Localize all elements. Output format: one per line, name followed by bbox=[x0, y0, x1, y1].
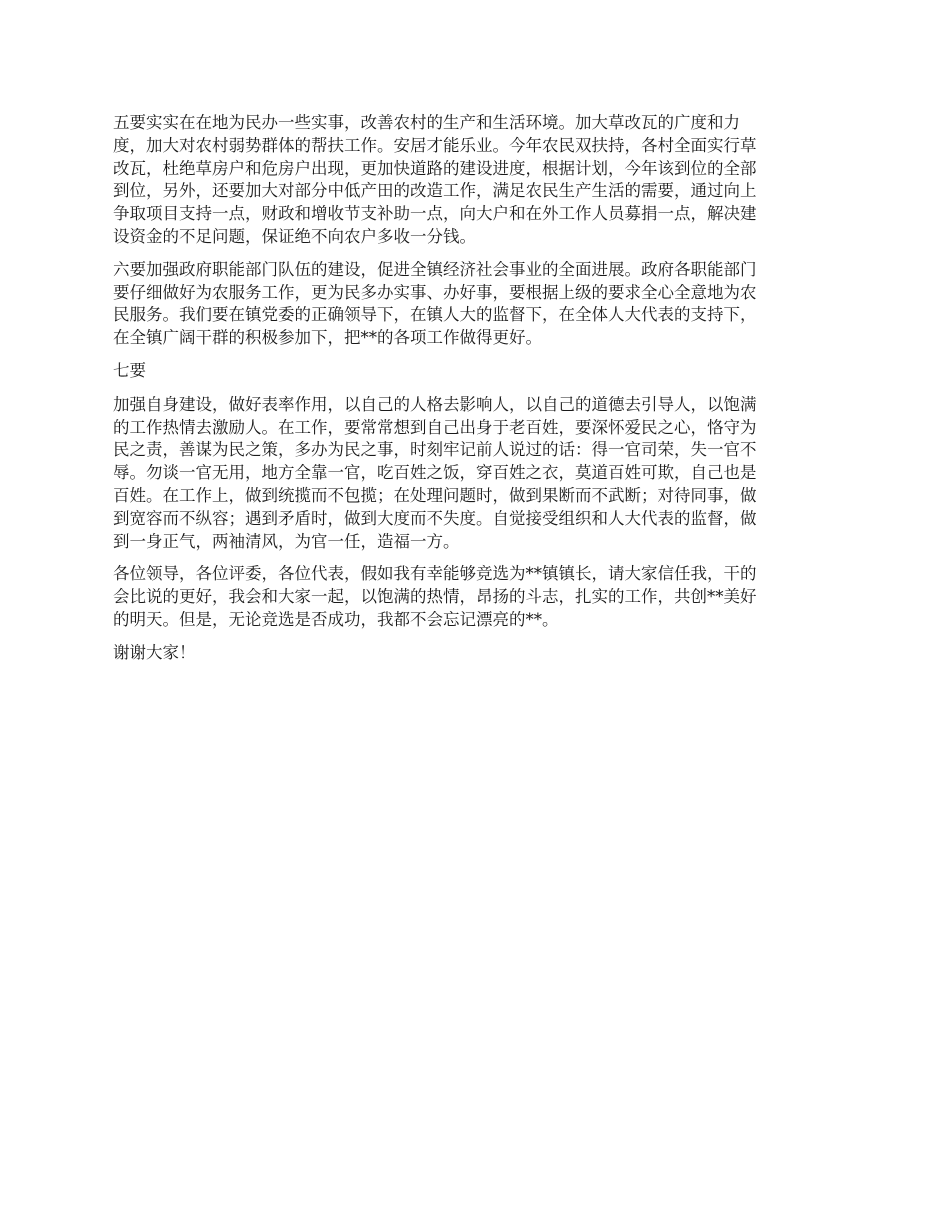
paragraph-six: 六要加强政府职能部门队伍的建设，促进全镇经济社会事业的全面进展。政府各职能部门 要仔细做好为农服务工作，更为民多办实事、办好事，要根据上级的要求全心全意地为农 民服务。我们要在镇党委的正确领导下，在镇人大的监督下，在全体人大代表的支持下， 在全镇广阔干群的积极参加下，把**的各项工作做得更好。 bbox=[113, 259, 757, 348]
paragraph-five: 五要实实在在地为民办一些实事，改善农村的生产和生活环境。加大草改瓦的广度和力 度，加大对农村弱势群体的帮扶工作。安居才能乐业。今年农民双扶持，各村全面实行草 改瓦，杜绝草房户和危房户出现，更加快道路的建设进度，根据计划，今年该到位的全部 到位，另外，还要加大对部分中低产田的改造工作，满足农民生产生活的需要，通过向上 争取项目支持一点，财政和增收节支补助一点，向大户和在外工作人员募捐一点，解决建 设资金的不足问题，保证绝不向农户多收一分钱。 bbox=[113, 113, 757, 246]
paragraph-closing: 各位领导，各位评委，各位代表，假如我有幸能够竞选为**镇镇长，请大家信任我，干的 会比说的更好，我会和大家一起，以饱满的热情，昂扬的斗志，扎实的工作，共创**美好 的明天。但是，无论竞选是否成功，我都不会忘记漂亮的**。 bbox=[113, 564, 757, 629]
paragraph-thanks: 谢谢大家！ bbox=[113, 642, 196, 662]
document-body bbox=[113, 112, 839, 675]
paragraph-seven-heading: 七要 bbox=[113, 360, 146, 380]
paragraph-seven-body: 加强自身建设，做好表率作用，以自己的人格去影响人，以自己的道德去引导人，以饱满 的工作热情去激励人。在工作，要常常想到自己出身于老百姓，要深怀爱民之心，恪守为 民之责，善谋为民之策，多办为民之事，时刻牢记前人说过的话：得一官司荣，失一官不 辱。勿谈一官无用，地方全靠一官，吃百姓之饭，穿百姓之衣，莫道百姓可欺，自己也是 百姓。在工作上，做到统揽而不包揽；在处理问题时，做到果断而不武断；对待同事，做 到宽容而不纵容；遇到矛盾时，做到大度而不失度。自觉接受组织和人大代表的监督，做 到一身正气，两袖清风，为官一任，造福一方。 bbox=[113, 394, 757, 551]
